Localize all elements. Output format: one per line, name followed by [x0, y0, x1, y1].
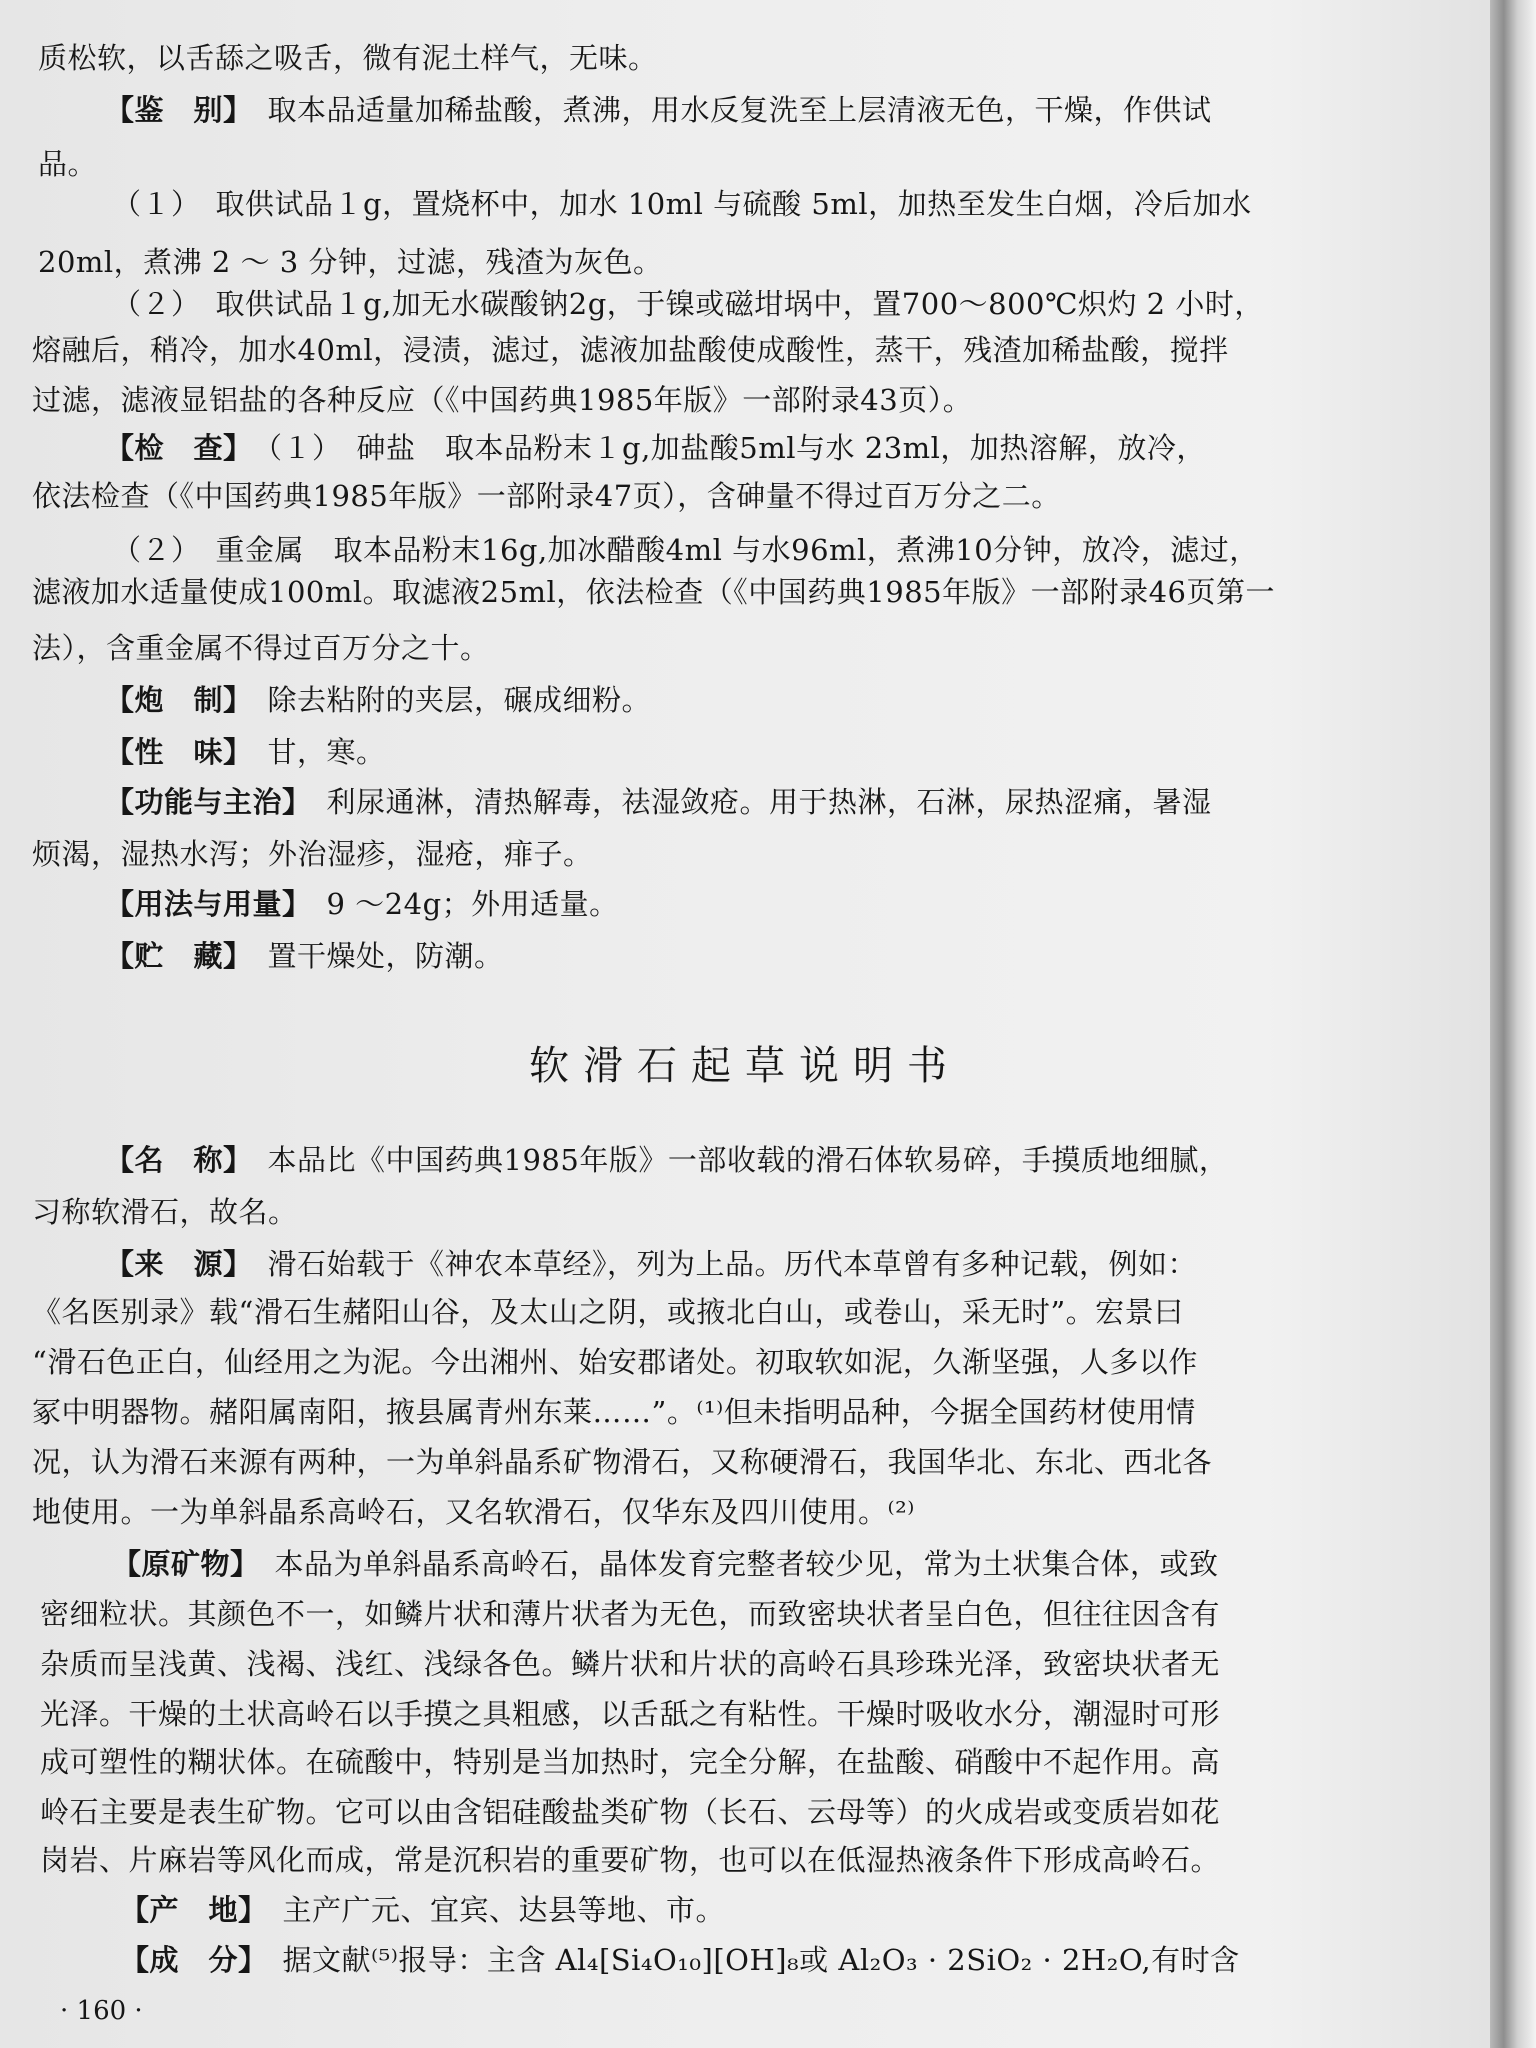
text-line — [105, 1244, 1197, 1284]
line-text: 习称软滑石，故名。 — [32, 1195, 298, 1229]
text-line — [120, 1890, 725, 1930]
line-text: 质松软，以舌舔之吸舌，微有泥土样气，无味。 — [38, 41, 658, 75]
line-text: 除去粘附的夹层，碾成细粉。 — [238, 683, 652, 717]
text-line — [38, 144, 97, 184]
line-text: 光泽。干燥的土状高岭石以手摸之具粗感，以舌舐之有粘性。干燥时吸收水分，潮湿时可形 — [40, 1697, 1221, 1731]
line-text: 滑石始载于《神农本草经》，列为上品。历代本草曾有多种记载，例如： — [238, 1247, 1198, 1281]
line-text: 密细粒状。其颜色不一，如鳞片状和薄片状者为无色，而致密块状者呈白色，但往往因含有 — [40, 1597, 1221, 1631]
section-tag: 【成 分】 — [120, 1943, 254, 1977]
section-tag: 【来 源】 — [105, 1247, 239, 1281]
line-text: 滤液加水适量使成100ml。取滤液25ml，依法检查（《中国药典1985年版》一部附录46页第一 — [32, 575, 1276, 609]
line-text: 9 ～24g；外用适量。 — [297, 887, 619, 921]
text-line — [112, 284, 1264, 324]
line-text: （２） 重金属 取本品粉末16g,加冰醋酸4ml 与水96ml，煮沸10分钟，放冷，滤过， — [112, 533, 1259, 567]
text-line — [32, 476, 1061, 516]
line-text: （１） 取供试品１g，置烧杯中，加水 10ml 与硫酸 5ml，加热至发生白烟，冷后加水 — [112, 187, 1252, 221]
text-line — [32, 330, 1229, 370]
line-text: 杂质而呈浅黄、浅褐、浅红、浅绿各色。鳞片状和片状的高岭石具珍珠光泽，致密块状者无 — [40, 1647, 1221, 1681]
section-tag: 【鉴 别】 — [105, 93, 239, 127]
line-text: 利尿通淋，清热解毒，祛湿敛疮。用于热淋，石淋，尿热涩痛，暑湿 — [297, 785, 1212, 819]
text-line — [40, 1792, 1220, 1832]
text-line — [32, 380, 972, 420]
line-text: 地使用。一为单斜晶系高岭石，又名软滑石，仅华东及四川使用。⁽²⁾ — [32, 1495, 915, 1529]
text-line — [38, 242, 662, 282]
line-text: 据文献⁽⁵⁾报导：主含 Al₄[Si₄O₁₀][OH]₈或 Al₂O₃ · 2SiO₂ · 2H₂O,有时含 — [253, 1943, 1240, 1977]
line-text: 成可塑性的糊状体。在硫酸中，特别是当加热时，完全分解，在盐酸、硝酸中不起作用。高 — [40, 1745, 1221, 1779]
text-line — [105, 936, 504, 976]
line-text: 置干燥处，防潮。 — [238, 939, 504, 973]
text-line — [32, 1392, 1196, 1432]
text-line — [32, 1342, 1198, 1382]
line-text: 取本品适量加稀盐酸，煮沸，用水反复洗至上层清液无色，干燥，作供试 — [238, 93, 1212, 127]
text-line — [32, 572, 1275, 612]
line-text: 依法检查（《中国药典1985年版》一部附录47页），含砷量不得过百万分之二。 — [32, 479, 1061, 513]
section-title: 软滑石起草说明书 — [529, 1043, 961, 1089]
line-text: 况，认为滑石来源有两种，一为单斜晶系矿物滑石，又称硬滑石，我国华北、东北、西北各 — [32, 1445, 1213, 1479]
text-line — [40, 1840, 1220, 1880]
line-text: 20ml，煮沸 2 ～ 3 分钟，过滤，残渣为灰色。 — [38, 245, 663, 279]
text-line — [105, 428, 1206, 468]
text-line — [32, 628, 490, 668]
text-line — [112, 184, 1252, 224]
text-line — [40, 1694, 1220, 1734]
line-text: 主产广元、宜宾、达县等地、市。 — [253, 1893, 726, 1927]
section-tag: 【原矿物】 — [112, 1547, 246, 1581]
line-text: “滑石色正白，仙经用之为泥。今出湘州、始安郡诸处。初取软如泥，久渐坚强，人多以作 — [32, 1345, 1198, 1379]
text-line — [32, 1292, 1184, 1332]
page-number: · 160 · — [60, 1996, 143, 2026]
page-edge-shadow — [1490, 0, 1536, 2048]
section-tag: 【检 查】 — [105, 431, 239, 465]
line-text: （１） 砷盐 取本品粉末１g,加盐酸5ml与水 23ml，加热溶解，放冷， — [238, 431, 1206, 465]
section-tag: 【功能与主治】 — [105, 785, 298, 819]
text-line — [105, 90, 1212, 130]
line-text: 甘，寒。 — [238, 735, 386, 769]
text-line — [32, 834, 593, 874]
line-text: （２） 取供试品１g,加无水碳酸钠2g，于镍或磁坩埚中，置700～800℃炽灼 2 小时， — [112, 287, 1264, 321]
text-line — [105, 782, 1212, 822]
text-line — [40, 1742, 1220, 1782]
line-text: 冢中明器物。赭阳属南阳，掖县属青州东莱……”。⁽¹⁾但未指明品种，今据全国药材使用情 — [32, 1395, 1196, 1429]
line-text: 本品比《中国药典1985年版》一部收载的滑石体软易碎，手摸质地细腻， — [238, 1143, 1229, 1177]
text-line — [105, 884, 619, 924]
line-text: 法），含重金属不得过百万分之十。 — [32, 631, 490, 665]
line-text: 烦渴，湿热水泻；外治湿疹，湿疮，痱子。 — [32, 837, 593, 871]
text-line — [105, 732, 386, 772]
text-line — [40, 1644, 1220, 1684]
section-tag: 【贮 藏】 — [105, 939, 239, 973]
section-tag: 【用法与用量】 — [105, 887, 298, 921]
line-text: 《名医别录》载“滑石生赭阳山谷，及太山之阴，或掖北白山，或卷山，采无时”。宏景曰 — [32, 1295, 1184, 1329]
line-text: 品。 — [38, 147, 98, 181]
line-text: 过滤，滤液显铝盐的各种反应（《中国药典1985年版》一部附录43页）。 — [32, 383, 973, 417]
text-line — [112, 1544, 1219, 1584]
section-tag: 【名 称】 — [105, 1143, 239, 1177]
section-tag: 【性 味】 — [105, 735, 239, 769]
text-line — [105, 1140, 1228, 1180]
section-tag: 【产 地】 — [120, 1893, 254, 1927]
text-line — [32, 1442, 1212, 1482]
section-tag: 【炮 制】 — [105, 683, 239, 717]
text-line — [40, 1594, 1220, 1634]
text-line — [112, 530, 1259, 570]
line-text: 岗岩、片麻岩等风化而成，常是沉积岩的重要矿物，也可以在低湿热液条件下形成高岭石。 — [40, 1843, 1221, 1877]
text-line — [38, 38, 658, 78]
text-line — [32, 1492, 915, 1532]
text-line — [120, 1940, 1240, 1980]
line-text: 本品为单斜晶系高岭石，晶体发育完整者较少见，常为土状集合体，或致 — [245, 1547, 1219, 1581]
line-text: 岭石主要是表生矿物。它可以由含铝硅酸盐类矿物（长石、云母等）的火成岩或变质岩如花 — [40, 1795, 1221, 1829]
line-text: 熔融后，稍冷，加水40ml，浸渍，滤过，滤液加盐酸使成酸性，蒸干，残渣加稀盐酸，搅拌 — [32, 333, 1229, 367]
text-line — [105, 680, 651, 720]
text-line — [32, 1192, 298, 1232]
